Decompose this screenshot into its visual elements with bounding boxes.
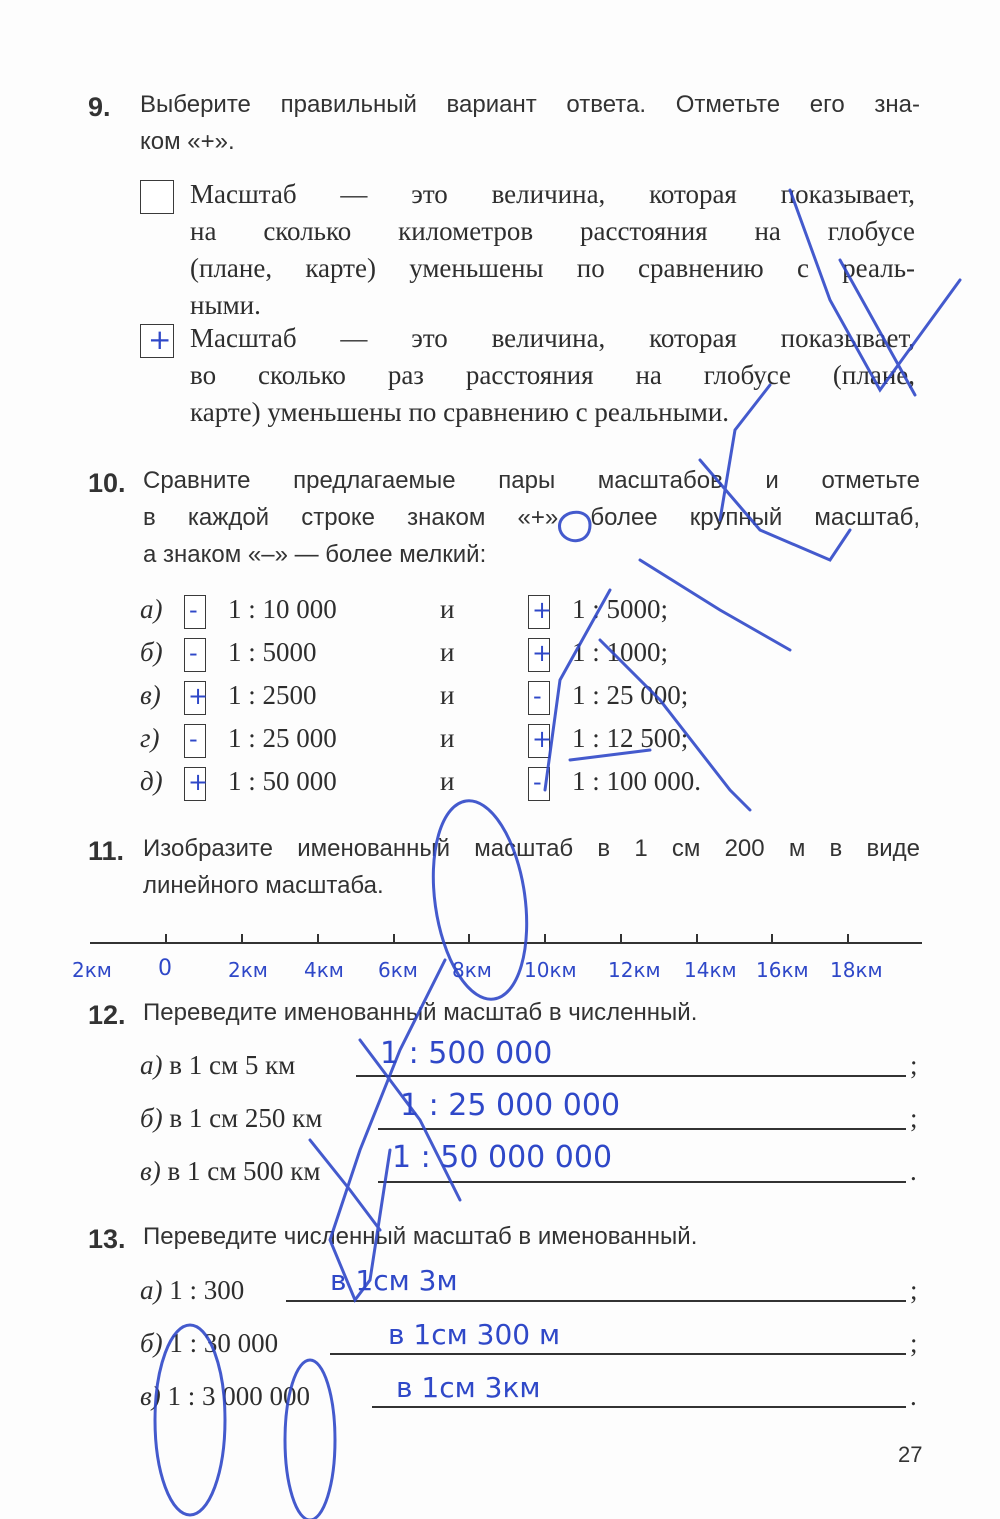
item-label: в) 1 : 3 000 000 [140,1381,310,1411]
answer-line [378,1181,906,1183]
scale-label: 12км [608,958,661,982]
answer-field[interactable]: в 1см 300 м [388,1318,561,1351]
scale-label: 18км [830,958,883,982]
mark-box-right[interactable]: - [528,681,550,715]
item-label: а) 1 : 300 [140,1275,245,1305]
scale-tick [696,934,698,943]
scale-tick [393,934,395,943]
mark-box-left[interactable]: - [184,724,206,758]
scale-label: 8км [452,958,492,982]
option-text: Масштаб — это величина, которая показывает, на сколько километров расстояния на глобусе (плане, карте) уменьшены по сравнению с реаль- ными. [190,179,915,320]
item-label: б) в 1 см 250 км [140,1103,323,1133]
answer-field[interactable]: 1 : 50 000 000 [392,1140,613,1175]
scale-label: 14км [684,958,737,982]
scale-tick [241,934,243,943]
answer-field[interactable]: в 1см 3км [396,1371,541,1404]
answer-field[interactable]: 1 : 25 000 000 [400,1088,621,1123]
answer-field[interactable]: 1 : 500 000 [380,1036,553,1071]
scale-tick [468,934,470,943]
scale-tick [165,934,167,943]
mark-box-left[interactable]: - [184,595,206,629]
mark-box-left[interactable]: + [184,681,206,715]
mark-box-right[interactable]: - [528,767,550,801]
page-number: 27 [898,1442,923,1467]
question-number: 13. [88,1224,126,1254]
scale-tick [847,934,849,943]
question-number: 11. [88,836,125,866]
linear-scale-line [90,942,922,944]
answer-line [286,1300,906,1302]
answer-line [356,1075,906,1077]
scale-label: 16км [756,958,809,982]
question-number: 10. [88,468,126,498]
mark-box-right[interactable]: + [528,638,550,672]
answer-checkbox[interactable] [140,180,174,214]
answer-checkbox-checked[interactable]: + [140,324,174,358]
mark-box-left[interactable]: - [184,638,206,672]
scale-label: 0 [158,956,172,981]
scale-label: 2км [228,958,268,982]
answer-line [330,1353,906,1355]
scale-label: 10км [524,958,577,982]
question-prompt: Сравните предлагаемые пары масштабов и отметьте в каждой строке знаком «+» более крупный масштаб, а знаком «–» — более мелкий: [143,467,920,568]
scale-tick [771,934,773,943]
mark-box-left[interactable]: + [184,767,206,801]
answer-line [372,1406,906,1408]
comparison-row: б) - 1 : 5000 и + 1 : 1000; [140,635,900,678]
comparison-row: в) + 1 : 2500 и - 1 : 25 000; [140,678,900,721]
item-label: а) в 1 см 5 км [140,1050,296,1080]
comparison-row: д) + 1 : 50 000 и - 1 : 100 000. [140,764,900,807]
scale-label: 4км [304,958,344,982]
answer-line [378,1128,906,1130]
scale-label: 6км [378,958,418,982]
scale-label: 2км [72,958,112,982]
mark-box-right[interactable]: + [528,595,550,629]
question-prompt: Переведите именованный масштаб в численный. [143,999,698,1026]
question-number: 9. [88,92,111,122]
scale-tick [544,934,546,943]
comparison-row: г) - 1 : 25 000 и + 1 : 12 500; [140,721,900,764]
item-label: б) 1 : 30 000 [140,1328,279,1358]
option-text: Масштаб — это величина, которая показывает, во сколько раз расстояния на глобусе (плане, карте) уменьшены по сравнению с реальными. [190,323,915,427]
question-prompt: Выберите правильный вариант ответа. Отметьте его зна- ком «+». [140,91,920,155]
scale-tick [620,934,622,943]
question-prompt: Переведите численный масштаб в именованный. [143,1223,698,1250]
answer-field[interactable]: в 1см 3м [330,1264,458,1297]
scale-comparison-list [140,592,900,807]
mark-box-right[interactable]: + [528,724,550,758]
comparison-row: а) - 1 : 10 000 и + 1 : 5000; [140,592,900,635]
question-prompt: Изобразите именованный масштаб в 1 см 200 м в виде линейного масштаба. [143,835,920,899]
item-label: в) в 1 см 500 км [140,1156,321,1186]
question-number: 12. [88,1000,126,1030]
scale-tick [317,934,319,943]
